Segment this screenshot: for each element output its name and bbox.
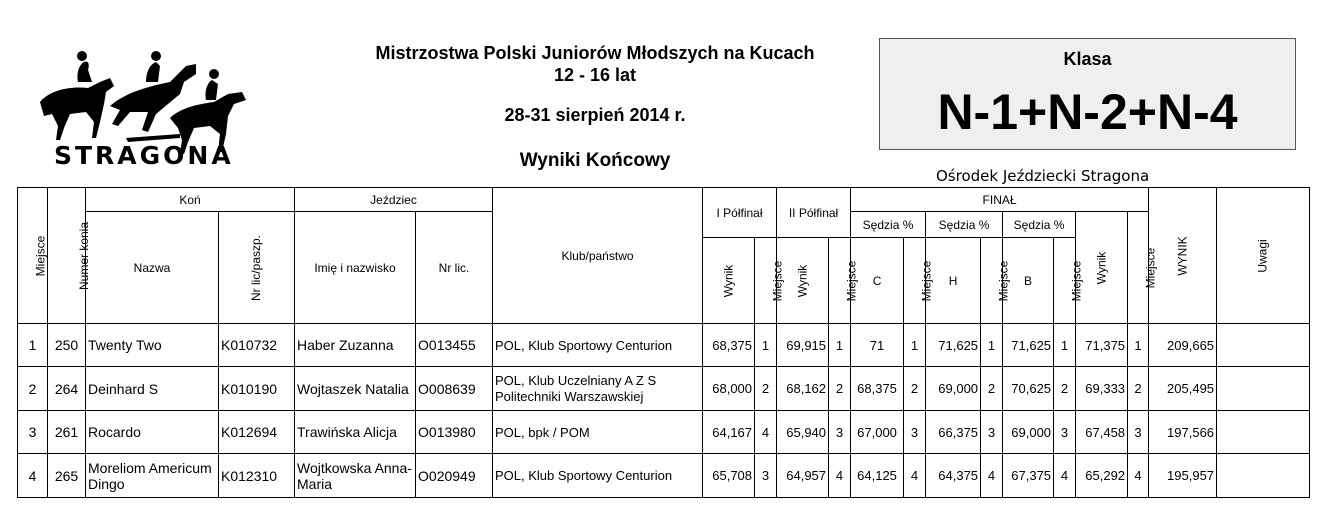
cell-b-miejsce: 1 (1054, 324, 1076, 367)
cell-paszport: K012694 (219, 411, 295, 454)
cell-h-miejsce: 2 (981, 367, 1003, 411)
cell-nr-lic: O020949 (416, 454, 493, 498)
class-value: N-1+N-2+N-4 (937, 84, 1238, 140)
results-subtitle: Wyniki Końcowy (519, 150, 671, 171)
cell-kon: Rocardo (86, 411, 219, 454)
cell-final-wynik: 69,333 (1076, 367, 1128, 411)
cell-final-miejsce: 4 (1128, 454, 1149, 498)
cell-p1-miejsce: 2 (755, 367, 777, 411)
results-table (17, 187, 1310, 498)
cell-final-miejsce: 2 (1128, 367, 1149, 411)
cell-p2-wynik: 68,162 (777, 367, 829, 411)
col-sedzia-c: Sędzia % (851, 212, 926, 238)
cell-final-wynik: 71,375 (1076, 324, 1128, 367)
col-h-miejsce: Miejsce (981, 238, 1003, 324)
cell-numer: 264 (48, 367, 86, 411)
event-title-line1: Mistrzostwa Polski Juniorów Młodszych na Kucach (375, 43, 815, 63)
cell-h: 64,375 (926, 454, 981, 498)
cell-jezdziec: Wojtaszek Natalia (295, 367, 416, 411)
cell-p2-wynik: 64,957 (777, 454, 829, 498)
cell-h-miejsce: 4 (981, 454, 1003, 498)
col-c: C (851, 238, 904, 324)
class-label: Klasa (1063, 49, 1112, 69)
cell-miejsce: 4 (18, 454, 48, 498)
cell-wynik: 205,495 (1149, 367, 1217, 411)
col-c-miejsce: Miejsce (904, 238, 926, 324)
cell-b-miejsce: 3 (1054, 411, 1076, 454)
cell-p1-wynik: 68,000 (703, 367, 755, 411)
col-final-miejsce: Miejsce (1128, 212, 1149, 324)
table-row (18, 324, 1310, 367)
cell-kon: Moreliom Americum Dingo (86, 454, 219, 498)
venue-name: Ośrodek Jeździecki Stragona (936, 167, 1150, 185)
cell-c-miejsce: 1 (904, 324, 926, 367)
cell-kon: Deinhard S (86, 367, 219, 411)
cell-jezdziec: Trawińska Alicja (295, 411, 416, 454)
cell-c-miejsce: 2 (904, 367, 926, 411)
cell-numer: 261 (48, 411, 86, 454)
cell-paszport: K010190 (219, 367, 295, 411)
col-p2-wynik: Wynik (777, 238, 829, 324)
col-sedzia-h: Sędzia % (926, 212, 1003, 238)
cell-final-wynik: 67,458 (1076, 411, 1128, 454)
cell-wynik: 209,665 (1149, 324, 1217, 367)
col-numer-konia: Numer konia (48, 188, 86, 324)
cell-p2-wynik: 65,940 (777, 411, 829, 454)
cell-numer: 265 (48, 454, 86, 498)
col-polfinal-2: II Półfinał (777, 188, 851, 238)
cell-p1-miejsce: 1 (755, 324, 777, 367)
table-row (18, 454, 1310, 498)
event-title-line2: 12 - 16 lat (553, 65, 637, 85)
col-jezdziec: Jeździec (295, 188, 493, 212)
col-b: B (1003, 238, 1054, 324)
cell-miejsce: 2 (18, 367, 48, 411)
class-box (879, 38, 1296, 150)
cell-p1-wynik: 68,375 (703, 324, 755, 367)
cell-uwagi (1217, 367, 1310, 411)
col-nr-lic-paszp: Nr lic/paszp. (219, 212, 295, 324)
cell-miejsce: 3 (18, 411, 48, 454)
col-nr-lic: Nr lic. (416, 212, 493, 324)
cell-numer: 250 (48, 324, 86, 367)
table-row (18, 411, 1310, 454)
cell-h-miejsce: 1 (981, 324, 1003, 367)
cell-nr-lic: O008639 (416, 367, 493, 411)
table-row (18, 367, 1310, 411)
cell-p2-wynik: 69,915 (777, 324, 829, 367)
col-final-wynik: Wynik (1076, 212, 1128, 324)
col-wynik-total: WYNIK (1149, 188, 1217, 324)
cell-c-miejsce: 4 (904, 454, 926, 498)
col-final: FINAŁ (851, 188, 1149, 212)
cell-jezdziec: Haber Zuzanna (295, 324, 416, 367)
cell-p2-miejsce: 3 (829, 411, 851, 454)
col-imie-nazwisko: Imię i nazwisko (295, 212, 416, 324)
cell-jezdziec: Wojtkowska Anna-Maria (295, 454, 416, 498)
cell-kon: Twenty Two (86, 324, 219, 367)
cell-uwagi (1217, 324, 1310, 367)
cell-paszport: K012310 (219, 454, 295, 498)
cell-klub: POL, Klub Uczelniany A Z S Politechniki Warszawskiej (493, 367, 703, 411)
cell-wynik: 197,566 (1149, 411, 1217, 454)
cell-final-miejsce: 1 (1128, 324, 1149, 367)
cell-h: 69,000 (926, 367, 981, 411)
cell-c: 71 (851, 324, 904, 367)
col-uwagi: Uwagi (1217, 188, 1310, 324)
cell-b: 67,375 (1003, 454, 1054, 498)
cell-b-miejsce: 4 (1054, 454, 1076, 498)
col-kon: Koń (86, 188, 295, 212)
cell-klub: POL, Klub Sportowy Centurion (493, 324, 703, 367)
cell-h: 71,625 (926, 324, 981, 367)
cell-nr-lic: O013980 (416, 411, 493, 454)
event-title (300, 42, 890, 86)
col-sedzia-b: Sędzia % (1003, 212, 1076, 238)
cell-c: 64,125 (851, 454, 904, 498)
col-p1-miejsce: Miejsce (755, 238, 777, 324)
cell-p1-wynik: 65,708 (703, 454, 755, 498)
cell-c-miejsce: 3 (904, 411, 926, 454)
cell-b-miejsce: 2 (1054, 367, 1076, 411)
cell-uwagi (1217, 454, 1310, 498)
cell-p1-wynik: 64,167 (703, 411, 755, 454)
cell-c: 67,000 (851, 411, 904, 454)
cell-b: 69,000 (1003, 411, 1054, 454)
cell-p2-miejsce: 4 (829, 454, 851, 498)
cell-miejsce: 1 (18, 324, 48, 367)
col-polfinal-1: I Półfinał (703, 188, 777, 238)
col-miejsce: Miejsce (18, 188, 48, 324)
results-body (18, 324, 1310, 498)
cell-wynik: 195,957 (1149, 454, 1217, 498)
cell-p2-miejsce: 1 (829, 324, 851, 367)
cell-final-miejsce: 3 (1128, 411, 1149, 454)
cell-uwagi (1217, 411, 1310, 454)
cell-paszport: K010732 (219, 324, 295, 367)
col-p2-miejsce: Miejsce (829, 238, 851, 324)
cell-final-wynik: 65,292 (1076, 454, 1128, 498)
logo-text: STRAGONA (54, 141, 234, 170)
event-dates: 28-31 sierpień 2014 r. (504, 105, 686, 125)
col-h: H (926, 238, 981, 324)
cell-c: 68,375 (851, 367, 904, 411)
col-b-miejsce: Miejsce (1054, 238, 1076, 324)
col-p1-wynik: Wynik (703, 238, 755, 324)
cell-p1-miejsce: 3 (755, 454, 777, 498)
cell-klub: POL, bpk / POM (493, 411, 703, 454)
col-nazwa: Nazwa (86, 212, 219, 324)
cell-h: 66,375 (926, 411, 981, 454)
cell-b: 71,625 (1003, 324, 1054, 367)
cell-nr-lic: O013455 (416, 324, 493, 367)
col-klub: Klub/państwo (493, 188, 703, 324)
cell-h-miejsce: 3 (981, 411, 1003, 454)
cell-p2-miejsce: 2 (829, 367, 851, 411)
cell-klub: POL, Klub Sportowy Centurion (493, 454, 703, 498)
cell-p1-miejsce: 4 (755, 411, 777, 454)
cell-b: 70,625 (1003, 367, 1054, 411)
